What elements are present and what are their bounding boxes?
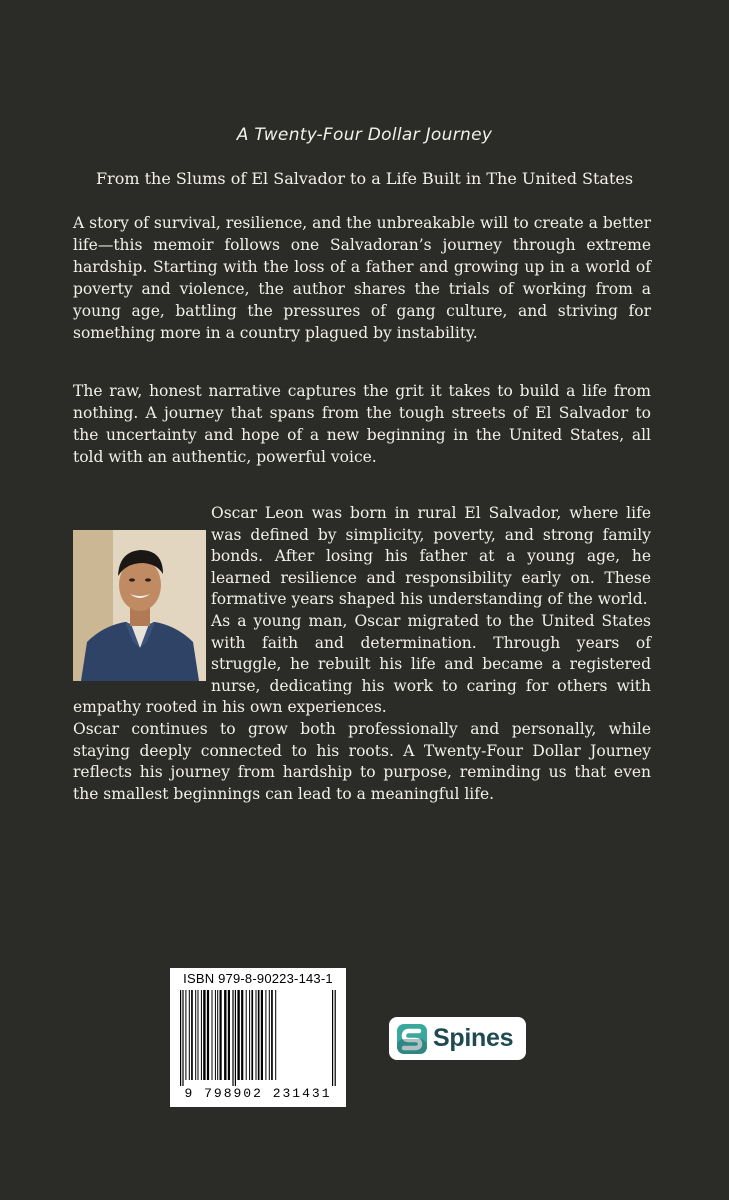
- isbn-barcode: [170, 968, 346, 1107]
- book-subtitle: From the Slums of El Salvador to a Life Built in The United States: [95, 169, 634, 188]
- author-bio-paragraph: Oscar continues to grow both professionally and personally, while staying deeply connected to his roots. A Twenty-Four Dollar Journey reflects his journey from hardship to purpose, reminding us that even the smallest beginnings can lead to a meaningful life.: [73, 719, 651, 803]
- barcode-digits: 9 798902 231431: [184, 1086, 332, 1101]
- book-title: A Twenty-Four Dollar Journey: [236, 125, 493, 145]
- barcode-bars: [180, 990, 336, 1086]
- author-bio: [73, 503, 651, 805]
- author-photo: [73, 530, 206, 681]
- blurb-paragraph: The raw, honest narrative captures the grit it takes to build a life from nothing. A journey that spans from the tough streets of El Salvador to the uncertainty and hope of a new beginning in the United States, all told with an authentic, powerful voice.: [73, 382, 651, 466]
- spines-logo-text: Spines: [433, 1024, 514, 1052]
- spines-logo-icon: [395, 1022, 429, 1056]
- author-bio-paragraph: As a young man, Oscar migrated to the United States with faith and determination. Through years of struggle, he rebuilt his life and became a registered nurse, dedicating his work to caring for others with empathy rooted in his own experiences.: [73, 611, 651, 717]
- spines-publisher-logo: [389, 1017, 526, 1060]
- blurb-paragraph: A story of survival, resilience, and the unbreakable will to create a better life—this memoir follows one Salvadoran’s journey through extreme hardship. Starting with the loss of a father and growing up in a world of poverty and violence, the author shares the trials of working from a young age, battling the pressures of gang culture, and striving for something more in a country plagued by instability.: [73, 214, 651, 342]
- isbn-label: ISBN 979-8-90223-143-1: [183, 971, 333, 986]
- author-bio-paragraph: Oscar Leon was born in rural El Salvador, where life was defined by simplicity, poverty, and strong family bonds. After losing his father at a young age, he learned resilience and responsibility early on. These formative years shaped his understanding of the world.: [211, 504, 651, 609]
